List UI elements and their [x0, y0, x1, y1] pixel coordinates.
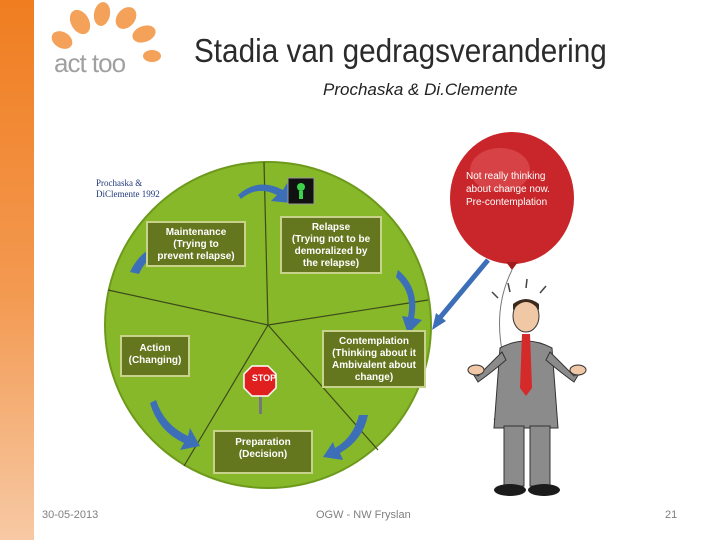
man-figure-icon	[468, 279, 586, 496]
stage-action: Action (Changing)	[120, 335, 190, 377]
logo-text: act too	[54, 48, 126, 78]
stage-contemplation: Contemplation (Thinking about it Ambivalent about change)	[322, 330, 426, 388]
author-label: Prochaska & DiClemente 1992	[96, 178, 160, 199]
stage-maintenance: Maintenance (Trying to prevent relapse)	[146, 221, 246, 267]
pointer-arrow-icon	[432, 260, 488, 330]
stage-relapse: Relapse (Trying not to be demoralized by the relapse)	[280, 216, 382, 274]
page-title: Stadia van gedragsverandering	[194, 32, 607, 69]
stage-preparation: Preparation (Decision)	[213, 430, 313, 474]
footer-center: OGW - NW Fryslan	[316, 509, 411, 521]
stop-sign-label: STOP	[251, 373, 277, 383]
traffic-light-icon	[288, 178, 314, 204]
balloon-label: Not really thinking about change now. Pre-contemplation	[466, 171, 550, 208]
footer-date: 30-05-2013	[42, 509, 99, 521]
page-subtitle: Prochaska & Di.Clemente	[323, 80, 518, 99]
footer-page-number: 21	[665, 509, 678, 521]
orange-side-bar	[0, 0, 34, 540]
